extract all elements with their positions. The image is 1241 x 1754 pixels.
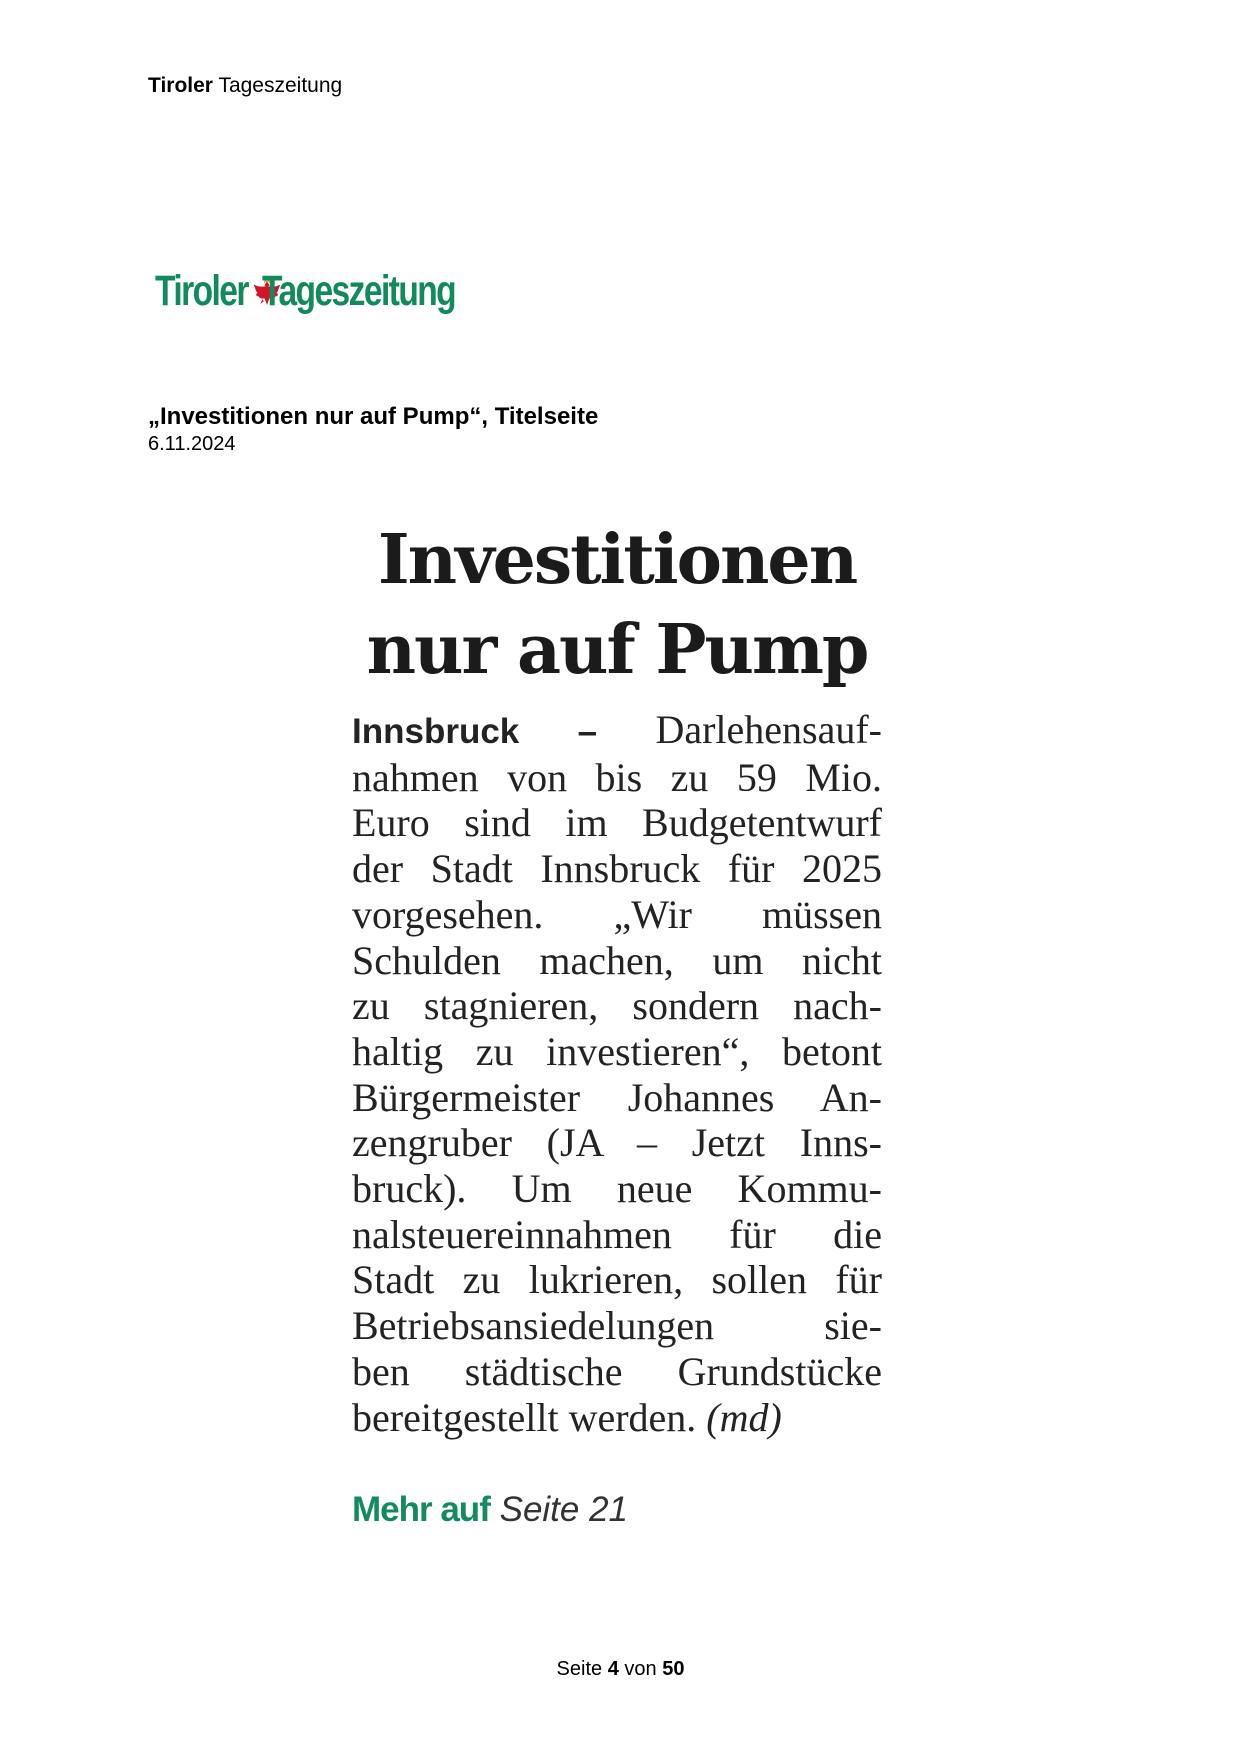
body-line-1: Innsbruck – Darlehensauf- <box>352 707 882 752</box>
body-line-6: Schulden machen, um nicht <box>352 937 882 983</box>
logo-word-right: Tageszeitung <box>262 266 456 315</box>
clipping-body <box>352 707 882 1440</box>
body-line-15: ben städtische Grundstücke <box>352 1348 882 1394</box>
body-line-13: Stadt zu lukrieren, sollen für <box>352 1257 882 1303</box>
body-line-11: bruck). Um neue Kommu- <box>352 1166 882 1212</box>
footer-prefix: Seite <box>556 1658 603 1680</box>
footer-total-pages: 50 <box>662 1658 685 1680</box>
more-label: Mehr auf <box>352 1490 490 1530</box>
more-page: Seite 21 <box>499 1490 629 1530</box>
continued-on-reference <box>352 1490 882 1530</box>
page-footer <box>0 1658 1241 1681</box>
body-line-5: vorgesehen. „Wir müssen <box>352 891 882 937</box>
newspaper-logo <box>155 266 510 316</box>
headline-line-1: Investitionen <box>377 520 857 600</box>
footer-current-page: 4 <box>607 1658 619 1680</box>
footer-middle: von <box>624 1658 657 1680</box>
header-brand-bold: Tiroler <box>148 74 213 97</box>
body-line-3: Euro sind im Budgetentwurf <box>352 800 882 846</box>
body-line-2: nahmen von bis zu 59 Mio. <box>352 754 882 800</box>
body-line-8: haltig zu investieren“, betont <box>352 1028 882 1074</box>
article-meta <box>148 402 598 457</box>
dateline: Innsbruck <box>352 712 520 751</box>
author-tag: (md) <box>706 1394 782 1440</box>
article-date: 6.11.2024 <box>148 433 236 455</box>
body-line-14: Betriebsansiedelungen sie- <box>352 1303 882 1349</box>
header-brand-regular: Tageszeitung <box>218 74 343 97</box>
body-line-9: Bürgermeister Johannes An- <box>352 1074 882 1120</box>
article-title: „Investitionen nur auf Pump“, Titelseite <box>148 403 599 430</box>
dateline-dash: – <box>577 712 598 751</box>
body-line-4: der Stadt Innsbruck für 2025 <box>352 846 882 892</box>
body-line-7: zu stagnieren, sondern nach- <box>352 983 882 1029</box>
headline-line-2: nur auf Pump <box>366 610 868 690</box>
clipping-headline <box>352 515 882 695</box>
body-line-12: nalsteuereinnahmen für die <box>352 1211 882 1257</box>
body-line-16: bereitgestellt werden. (md) <box>352 1394 782 1440</box>
document-header <box>148 74 342 98</box>
logo-word-left: Tiroler <box>155 266 248 315</box>
newspaper-clipping <box>352 515 882 1530</box>
body-line-10: zengruber (JA – Jetzt Inns- <box>352 1120 882 1166</box>
